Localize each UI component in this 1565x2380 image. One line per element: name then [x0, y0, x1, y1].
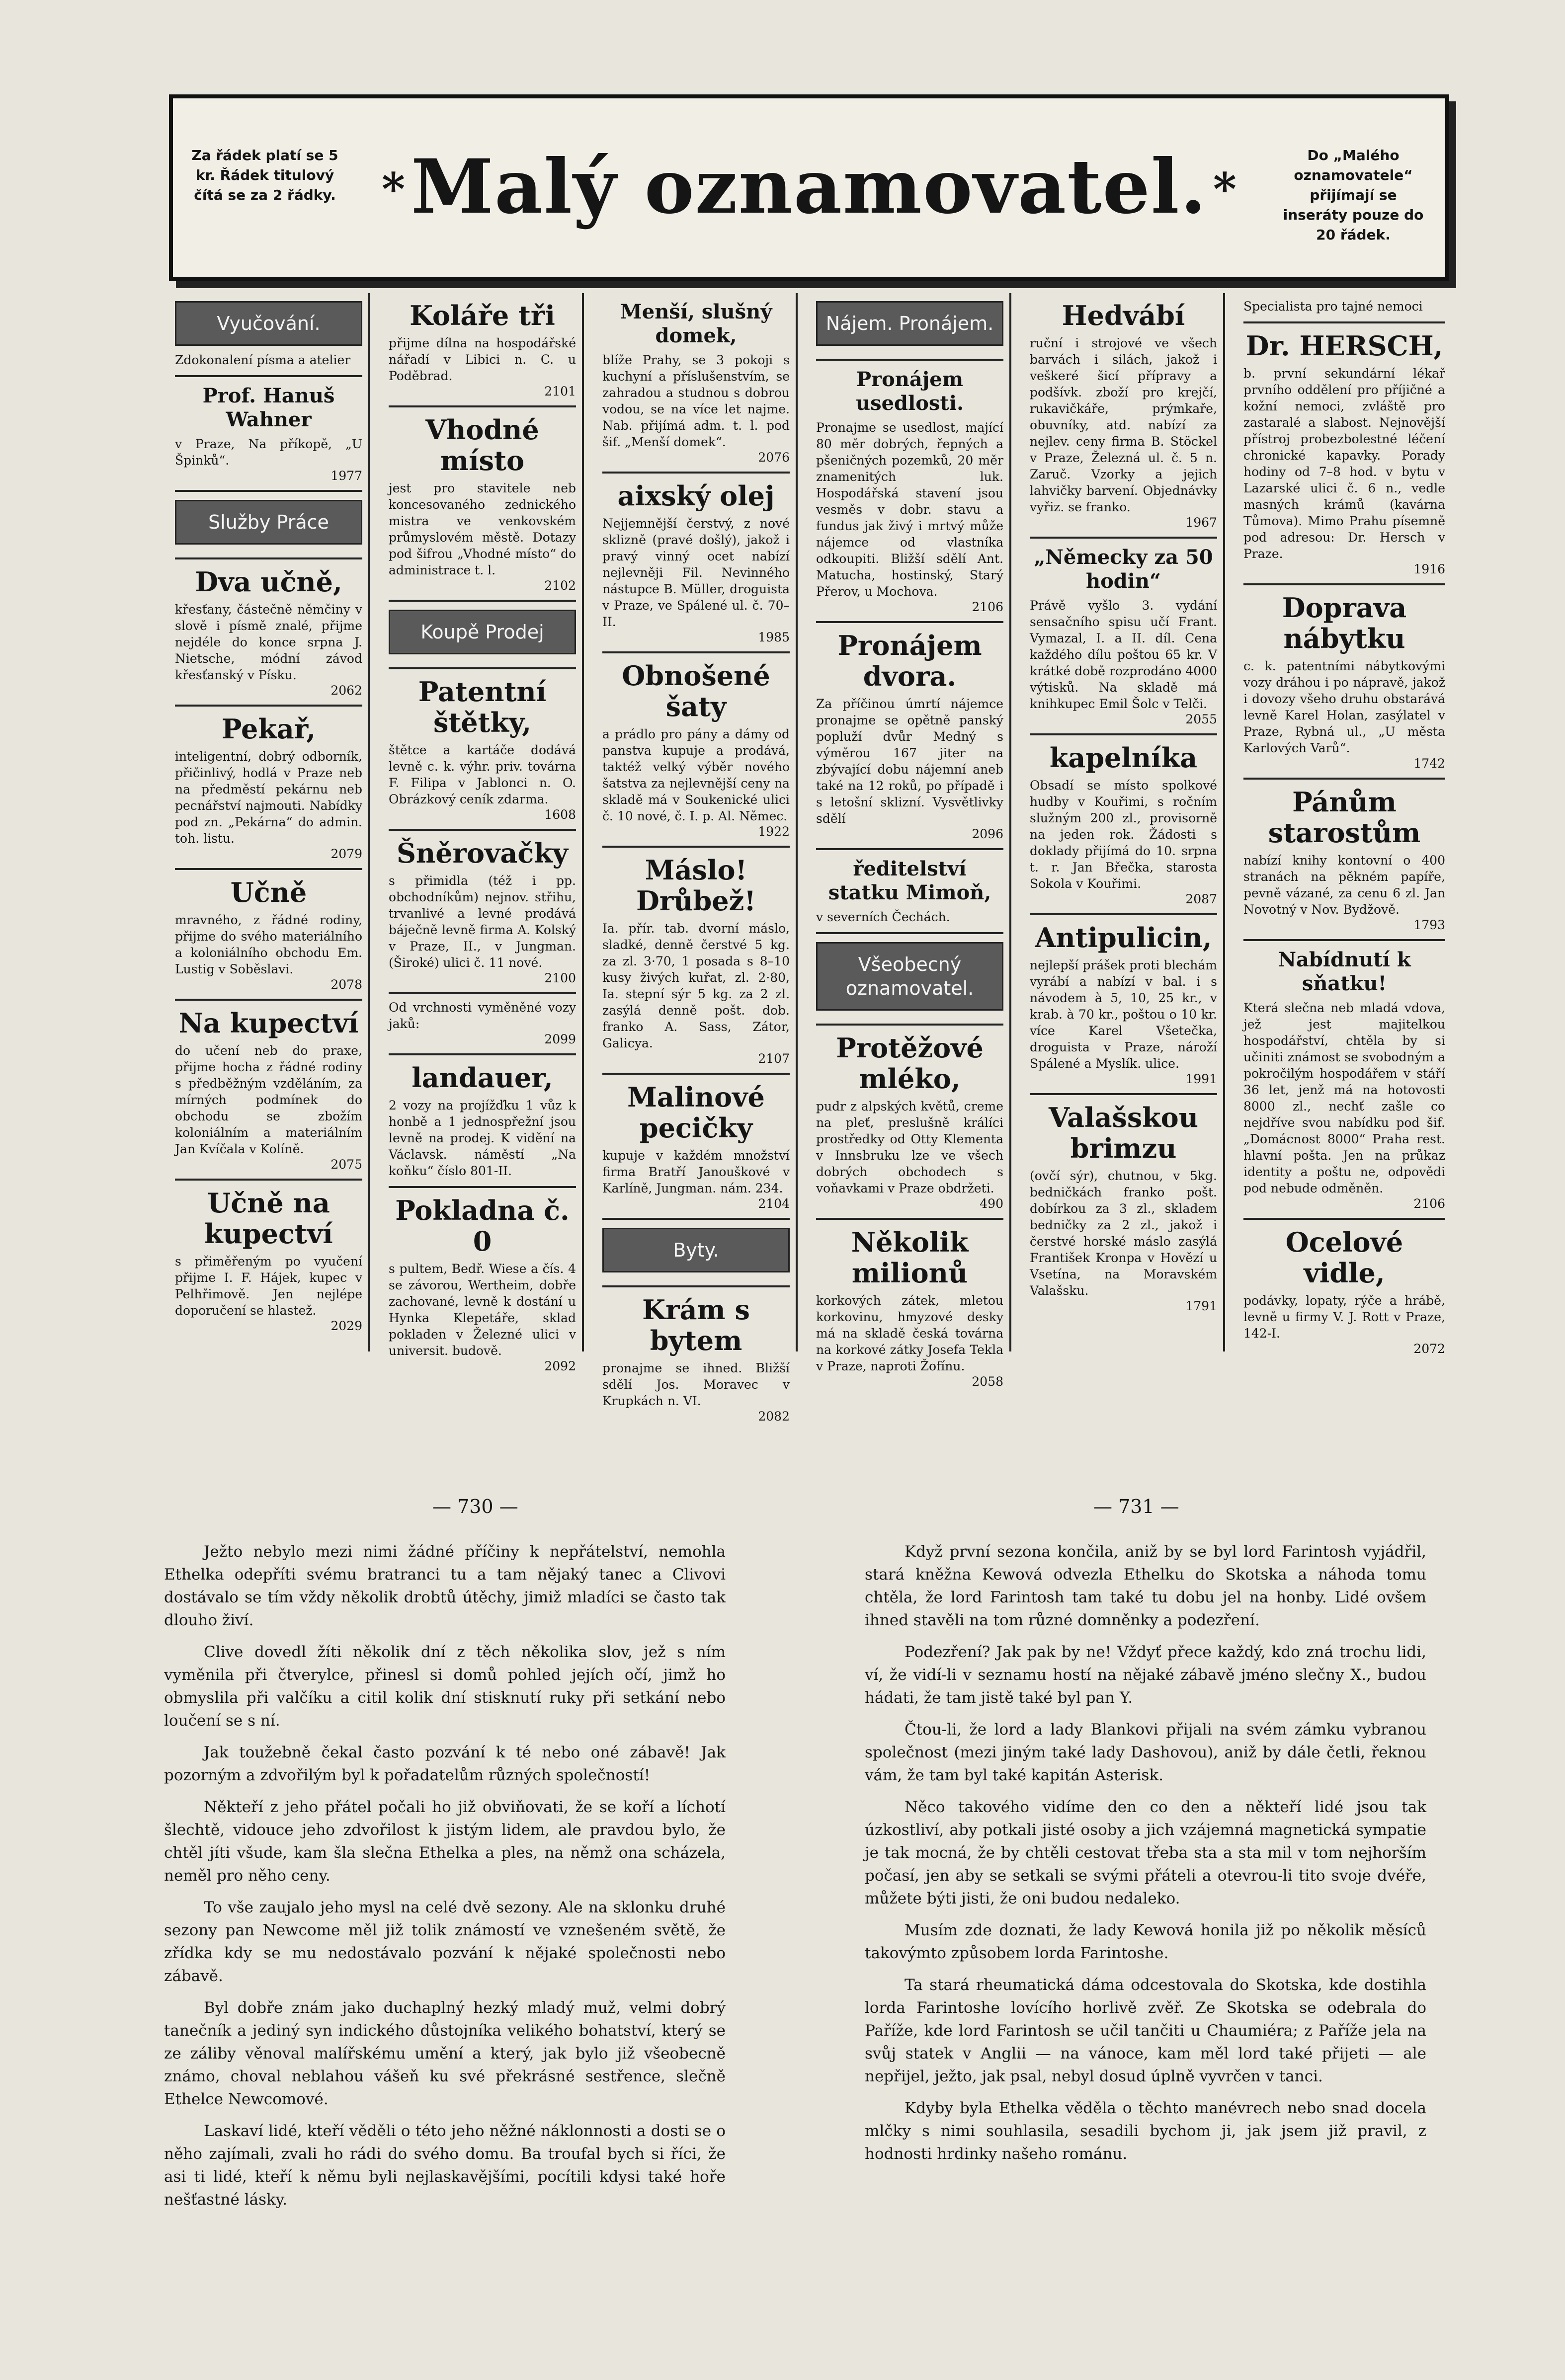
- ad-title: Pronájem usedlosti.: [855, 368, 964, 415]
- ad-title: aixský olej: [617, 480, 775, 512]
- ad-text: s pultem, Bedř. Wiese a čís. 4 se závorou, Wertheim, dobře zachované, levně k dostání u Hynka Klepetáře, sklad pokladen v Železné ulici v universit. budově.: [389, 1262, 576, 1358]
- ad-number: 2106: [1413, 1196, 1445, 1211]
- ad-number: 2087: [1185, 892, 1217, 906]
- ad-number: 1793: [1413, 918, 1445, 932]
- ad-number: 1791: [1185, 1299, 1217, 1313]
- ad-text: v severních Čechách.: [816, 910, 950, 924]
- ad-number: 1977: [330, 469, 362, 483]
- ad-block: [389, 293, 576, 407]
- ad-number: 2058: [972, 1374, 1003, 1389]
- ad-number: 2102: [544, 578, 576, 593]
- ad-text: jest pro stavitele neb koncesovaného zednického mistra ve venkovském průmyslovém městě. Dotazy pod šifrou „Vhodné místo“ do administrace t. l.: [389, 481, 576, 577]
- ad-block: [175, 377, 362, 492]
- ad-title: Vhodné místo: [425, 414, 539, 476]
- ad-title: Doprava nábytku: [1282, 592, 1407, 654]
- ad-title: Malinové pecičky: [627, 1081, 765, 1144]
- ad-number: 2029: [330, 1319, 362, 1333]
- ad-block: [389, 669, 576, 831]
- ad-number: 1608: [544, 807, 576, 822]
- ad-text: c. k. patentními nábytkovými vozy dráhou i po nápravě, jakož i dovozy všeho druhu obstarává levně Karel Holan, zasýlatel v Praze, Rybná ul., „U města Karlových Varů“.: [1243, 659, 1445, 755]
- ad-block: [175, 707, 362, 870]
- ad-title: Menší, slušný domek,: [620, 300, 772, 347]
- ad-number: 2076: [758, 450, 790, 465]
- ad-number: 2062: [330, 683, 362, 698]
- ad-number: 1922: [758, 824, 790, 839]
- ad-title: Dr. HERSCH,: [1245, 330, 1443, 362]
- ad-number: 2104: [758, 1196, 790, 1211]
- ad-title: Učně: [230, 876, 307, 908]
- ad-number: 2101: [544, 384, 576, 398]
- ad-text: korkových zátek, mletou korkovinu, hmyzové desky má na skladě česká továrna na korkové zátky Josefa Tekla v Praze, naproti Žofínu.: [816, 1293, 1003, 1373]
- ad-number: 2078: [330, 977, 362, 992]
- ad-text: Která slečna neb mladá vdova, jež jest majitelkou hospodářství, chtěla by si učiniti známost se svobodným a pokročilým hospodářem v stáří 36 let, jenž má na hotovosti 8000 zl., nechť zašle co nejdříve svou nabídku pod šif. „Domácnost 8000“ Praha rest. hlavní pošta. Jen na průkaz identity a poštu ne, odpovědi pod nebude odměněn.: [1243, 1001, 1445, 1195]
- ad-text: blíže Prahy, se 3 pokoji s kuchyní a příslušenstvím, se zahradou a studnou s dobrou vodou, se na více let najme. Nab. přijímá adm. t. l. pod šif. „Menší domek“.: [602, 353, 790, 449]
- ad-text: Pronajme se usedlost, mající 80 měr dobrých, řepných a pšeničných pozemků, 20 měr znamenitých luk. Hospodářská stavení jsou vesměs v dobr. stavu a fundus jak živý i mrtvý může nájemce od vlastníka odkoupiti. Bližší sdělí Ant. Matucha, hostinský, Starý Přerov, u Mochova.: [816, 420, 1003, 599]
- page-number-right: — 731 —: [1093, 1496, 1179, 1517]
- ad-block: [389, 602, 576, 669]
- ad-text: 2 vozy na projížďku 1 vůz k honbě a 1 jednospřežní jsou levně na prodej. K vidění na Václavsk. náměstí „Na koňku“ číslo 801-II.: [389, 1098, 576, 1178]
- ad-block: [602, 1075, 790, 1220]
- ad-text: pudr z alpských květů, creme na pleť, preslušně králíci prostředky od Otty Klementa v Innsbruku lze ve všech dobrých obchodech s voňavkami v Praze obdržeti.: [816, 1099, 1003, 1195]
- ad-text: mravného, z řádné rodiny, přijme do svého materiálního a koloniálního obchodu Em. Lustig v Soběslavi.: [175, 913, 362, 976]
- ad-text: Specialista pro tajné nemoci: [1243, 299, 1423, 314]
- section-header: Všeobecný oznamovatel.: [816, 942, 1003, 1011]
- body-paragraph: Clive dovedl žíti několik dní z těch několika slov, jež s ním vyměnila při čtverylce, přinesl si domů pohled jejích očí, jimž ho obmyslila při valčíku a citil kolik dní stisknutí ruky při setkání nebo loučení se s ní.: [164, 1643, 726, 1730]
- ad-number: 2072: [1413, 1342, 1445, 1356]
- page-number-left: — 730 —: [432, 1496, 518, 1517]
- ad-block: [1243, 1220, 1445, 1363]
- ads-column-6: [1237, 293, 1451, 1356]
- section-header: Nájem. Pronájem.: [816, 301, 1003, 346]
- ad-block: [389, 1055, 576, 1188]
- ad-block: [175, 293, 362, 377]
- masthead-limit-note: Do „Malého oznamovatele“ přijímají se inseráty pouze do 20 řádek.: [1283, 147, 1424, 243]
- ad-title: Krám s bytem: [642, 1294, 750, 1356]
- ads-column-3: [596, 293, 798, 1424]
- ad-block: [602, 653, 790, 848]
- ad-text: s přimidla (též i pp. obchodníkům) nejnov. střihu, trvanlivé a levné prodává báječně levně firma A. Kolský v Praze, II., v Jungman. (Široké) ulici č. 11 nové.: [389, 873, 576, 970]
- ad-title: Pánům starostům: [1268, 786, 1421, 849]
- ad-block: [602, 848, 790, 1075]
- section-header: Byty.: [602, 1228, 790, 1272]
- ad-number: 2075: [330, 1157, 362, 1172]
- body-text-left: [164, 1540, 726, 2220]
- ad-text: inteligentní, dobrý odborník, přičinlivý, hodlá v Praze neb na předměstí pekárnu neb pecnářství najmouti. Nabídky pod zn. „Pekárna“ do admin. toh. listu.: [175, 749, 362, 846]
- body-text-right: [865, 1540, 1426, 2174]
- ad-block: [816, 293, 1003, 361]
- body-paragraph: Byl dobře znám jako duchaplný hezký mladý muž, velmi dobrý tanečník a jediný syn indického důstojníka velikého bohatství, který se ze záliby věnoval malířskému umění a který, jak bylo již všeobecně známo, choval neblahou vášeň ku své překrásné sestřence, slečně Ethelce Newcomové.: [164, 1999, 726, 2108]
- masthead-star-left: *: [382, 163, 406, 216]
- ad-number: 2092: [544, 1359, 576, 1373]
- section-header: Koupě Prodej: [389, 610, 576, 654]
- ad-title: Koláře tři: [410, 300, 555, 331]
- ad-text: Nejjemnější čerstvý, z nové sklizně (pravé došlý), jakož i pravý vinný ocet nabízí nejlevněji Fil. Nevinného nástupce B. Müller, droguista v Praze, ve Spálené ul. č. 70–II.: [602, 516, 790, 629]
- ad-block: [1243, 585, 1445, 780]
- ad-title: Prof. Hanuš Wahner: [202, 384, 335, 431]
- masthead-price-note: Za řádek platí se 5 kr. Řádek titulový čítá se za 2 řádky.: [191, 147, 338, 203]
- ad-title: Antipulicin,: [1035, 922, 1212, 953]
- ad-title: Pokladna č. 0: [395, 1194, 570, 1257]
- ads-column-1: [169, 293, 370, 1351]
- body-paragraph: To vše zaujalo jeho mysl na celé dvě sezony. Ale na sklonku druhé sezony pan Newcome měl již tolik známostí ve vznešeném světě, že zřídka kdy se mu nedostávalo pozvání k nějaké společnosti nebo zábavě.: [164, 1899, 726, 1985]
- body-paragraph: Když první sezona končila, aniž by se byl lord Farintosh vyjádřil, stará kněžna Kewová odvezla Ethelku do Skotska a náhoda tomu chtěla, že lord Farintosh tam také tu dobu jel na honby. Lidé ovšem ihned stavěli na tom různé domněnky a podezření.: [865, 1543, 1426, 1629]
- ad-title: Několik milionů: [851, 1226, 969, 1289]
- ad-block: [816, 1220, 1003, 1396]
- ad-number: 490: [980, 1196, 1003, 1211]
- ad-title: kapelníka: [1049, 742, 1198, 774]
- ad-block: [1030, 735, 1217, 915]
- body-paragraph: Podezření? Jak pak by ne! Vždyť přece každý, kdo zná trochu lidi, ví, že vidí-li v seznamu hostí na nějaké zábavě jméno slečny X., budou hádati, že tam jistě také byl pan Y.: [865, 1643, 1426, 1707]
- ad-block: [1243, 780, 1445, 941]
- ad-number: 1967: [1185, 515, 1217, 530]
- ads-column-2: [383, 293, 584, 1373]
- section-header: Služby Práce: [175, 500, 362, 545]
- ad-block: [602, 1220, 790, 1287]
- ad-text: b. první sekundární lékař prvního oddělení pro příjičné a kožní nemoci, zvláště pro zastaralé a slabost. Nejnovější přístroj probezbolestné léčení chronické kapavky. Porady hodiny od 7–8 hod. v bytu v Lazarské ulici č. 6 n., vedle masných krámů (kavárna Tůmova). Mimo Prahu písemně pod adresou: Dr. Hersch v Praze.: [1243, 366, 1445, 561]
- ad-number: 2079: [330, 847, 362, 861]
- ad-block: [175, 1001, 362, 1181]
- ad-number: 2099: [544, 1032, 576, 1046]
- ad-title: Valašskou brimzu: [1049, 1102, 1198, 1164]
- ad-number: 1742: [1413, 756, 1445, 771]
- ad-block: [175, 559, 362, 707]
- ad-block: [816, 1026, 1003, 1220]
- body-paragraph: Někteří z jeho přátel počali ho již obviňovati, že se koří a líchotí šlechtě, vidouce jeho zdvořilost k jistým lidem, ale pravdou bylo, že chtěl jíti všude, kam šla slečna Ethelka a ples, na němž ona scházela, neměl pro něho ceny.: [164, 1798, 726, 1885]
- ad-block: [1243, 293, 1445, 323]
- ad-title: Protěžové mléko,: [836, 1032, 984, 1095]
- ads-column-5: [1024, 293, 1225, 1351]
- ad-title: Na kupectví: [178, 1007, 359, 1039]
- ad-title: Dva učně,: [195, 566, 342, 598]
- ad-text: pronajme se ihned. Bližší sdělí Jos. Moravec v Krupkách n. VI.: [602, 1361, 790, 1408]
- ad-number: 2107: [758, 1051, 790, 1066]
- ads-column-4: [810, 293, 1011, 1389]
- ad-title: Patentní štětky,: [418, 676, 547, 738]
- ad-text: přijme dílna na hospodářské nářadí v Libici n. C. u Poděbrad.: [389, 336, 576, 383]
- ad-title: Ocelové vidle,: [1285, 1226, 1403, 1289]
- ad-block: [602, 293, 790, 474]
- ad-text: křesťany, částečně němčiny v slově i písmě znalé, přijme nejdéle do konce srpna J. Nietsche, módní závod křesťanský v Písku.: [175, 602, 362, 682]
- ad-text: Zdokonalení písma a atelier: [175, 353, 351, 367]
- ad-text: Za příčinou úmrtí nájemce pronajme se opětně panský popluží dvůr Medný s výměrou 167 jiter na zbývající dobu nájemní aneb také na 12 roků, po případě i s letošní sklizní. Vysvětlivky sdělí: [816, 697, 1003, 826]
- ad-title: Šněrovačky: [396, 837, 569, 869]
- ad-title: Máslo! Drůbež!: [636, 854, 756, 917]
- ad-block: [1030, 293, 1217, 539]
- ad-text: podávky, lopaty, rýče a hrábě, levně u firmy V. J. Rott v Praze, 142-I.: [1243, 1293, 1445, 1341]
- ad-title: Obnošené šaty: [622, 660, 770, 722]
- ad-block: [1243, 323, 1445, 585]
- classified-ads: [169, 293, 1451, 1424]
- masthead-title: Malý oznamovatel.: [411, 143, 1208, 231]
- masthead-star-right: *: [1213, 163, 1236, 216]
- body-paragraph: Jak toužebně čekal často pozvání k té nebo oné zábavě! Jak pozorným a zdvořilým byl k pořadatelům různých společností!: [164, 1744, 726, 1784]
- ad-number: 1991: [1185, 1072, 1217, 1086]
- ad-title: ředitelství statku Mimoň,: [828, 857, 991, 904]
- ad-block: [175, 492, 362, 559]
- ad-block: [389, 994, 576, 1055]
- ad-block: [816, 623, 1003, 850]
- ad-block: [816, 934, 1003, 1026]
- ad-block: [175, 870, 362, 1001]
- body-paragraph: Ježto nebylo mezi nimi žádné příčiny k nepřátelství, nemohla Ethelka odepříti svému bratranci tu a tam nějaký tanec a Clivovi dostávalo se tím vždy několik drobtů útěchy, jimiž mladíci se často tak dlouho živí.: [164, 1543, 726, 1629]
- ad-title: „Německy za 50 hodin“: [1034, 546, 1213, 593]
- body-paragraph: Něco takového vidíme den co den a někteří lidé jsou tak úzkostliví, aby potkali jisté osoby a jich vzájemná magnetická sympatie je tak mocná, že by chtěli cestovat třeba sta a sta mil v tom nejhorším počasí, jen aby se setkali se svými přáteli a otevrou-li tito svoje dvéře, můžete býti jisti, že oni budou nedaleko.: [865, 1798, 1426, 1907]
- ad-text: do učení neb do praxe, přijme hocha z řádné rodiny s předběžným vzděláním, za mírných podmínek do obchodu se zbožím koloniálním a materiálním Jan Kvíčala v Kolíně.: [175, 1043, 362, 1156]
- ad-number: 2100: [544, 971, 576, 985]
- ad-number: 1916: [1413, 562, 1445, 576]
- body-paragraph: Ta stará rheumatická dáma odcestovala do Skotska, kde dostihla lorda Farintoshe lovícího horlivě zvěř. Ze Skotska se odebrala do Paříže, kde lord Farintosh se učil tančiti u Chaumiéra; z Paříže jela na svůj statek v Anglii — na vánoce, kam měl lord také přijeti — ale nepřijel, ježto, jak psal, nebyl dosud úplně vyvrčen v tanci.: [865, 1976, 1426, 2085]
- body-paragraph: Laskaví lidé, kteří věděli o této jeho něžné náklonnosti a dosti se o něho zajímali, zvali ho rádi do svého domu. Ba troufal bych si říci, že asi ti lidé, kteří k němu byli nejlaskavějšími, pocítili kdysi také hoře nešťastné lásky.: [164, 2122, 726, 2209]
- ad-text: kupuje v každém množství firma Bratří Janouškové v Karlíně, Jungman. nám. 234.: [602, 1148, 790, 1195]
- ad-title: Hedvábí: [1062, 300, 1185, 331]
- ad-text: v Praze, Na příkopě, „U Špinků“.: [175, 437, 362, 468]
- ad-block: [389, 407, 576, 602]
- body-paragraph: Musím zde doznati, že lady Kewová honila již po několik měsíců takovýmto způsobem lorda Farintoshe.: [865, 1921, 1426, 1962]
- ad-block: [602, 1287, 790, 1430]
- ad-number: 2055: [1185, 712, 1217, 726]
- ad-title: Nabídnutí k sňatku!: [1278, 948, 1411, 995]
- ad-number: 2096: [972, 827, 1003, 841]
- ad-text: nejlepší prášek proti blechám vyrábí a nabízí v bal. i s návodem à 5, 10, 25 kr., v krab. à 70 kr., poštou o 10 kr. více Karel Všetečka, droguista v Praze, nároží Spálené a Myslík. ulice.: [1030, 958, 1217, 1071]
- ad-number: 1985: [758, 630, 790, 644]
- ad-text: Obsadí se místo spolkové hudby v Kouřimi, s ročním služným 200 zl., provisorně na jeden rok. Žádosti s doklady přijímá do 10. srpna t. r. Jan Břečka, starosta Sokola v Kouřimi.: [1030, 778, 1217, 891]
- ad-title: Učně na kupectví: [204, 1187, 333, 1250]
- ad-block: [602, 474, 790, 653]
- body-paragraph: Kdyby byla Ethelka věděla o těchto manévrech nebo snad docela mlčky s nimi souhlasila, sesadili bychom ji, jak jsem již pravil, z hodnosti hrdinky našeho románu.: [865, 2099, 1426, 2163]
- ad-text: Od vrchnosti vyměněné vozy jaků:: [389, 1000, 576, 1031]
- ad-block: [175, 1181, 362, 1340]
- ad-text: ruční i strojové ve všech barvách i silách, jakož i veškeré šicí přípravy a podšívk. zboží pro krejčí, rukavičkáře, prýmkaře, obuvníky, atd. nabízí za nejlev. ceny firma B. Stöckel v Praze, Železná ul. č. 5 n. Zaruč. Vzorky a jejich lahvičky barvení. Objednávky vyřiz. se franko.: [1030, 336, 1217, 514]
- ad-block: [389, 831, 576, 994]
- ad-block: [1030, 915, 1217, 1095]
- ad-block: [1243, 941, 1445, 1220]
- section-header: Vyučování.: [175, 301, 362, 346]
- ad-block: [389, 1188, 576, 1380]
- ad-title: landauer,: [412, 1062, 553, 1094]
- ad-text: nabízí knihy kontovní o 400 stranách na pěkném papíře, pevně vázané, za cenu 6 zl. Jan Novotný v Nov. Bydžově.: [1243, 853, 1445, 917]
- body-paragraph: Čtou-li, že lord a lady Blankovi přijali na svém zámku vybranou společnost (mezi jiným také lady Dashovou), aniž by dále četli, řeknou vám, že tam byl také kapitán Asterisk.: [865, 1721, 1426, 1784]
- ad-text: Ia. přír. tab. dvorní máslo, sladké, denně čerstvé 5 kg. za zl. 3·70, 1 posada s 8–10 kusy živých kuřat, zl. 2·80, Ia. stepní sýr 5 kg. za 2 zl. zasýlá denně pošt. dob. franko A. Sass, Zátor, Galicya.: [602, 921, 790, 1050]
- ad-number: 2082: [758, 1409, 790, 1424]
- ad-title: Pekař,: [221, 713, 316, 745]
- ad-text: štětce a kartáče dodává levně c. k. výhr. priv. továrna F. Filipa v Jablonci n. O. Obrázkový ceník zdarma.: [389, 743, 576, 806]
- ad-text: a prádlo pro pány a dámy od panstva kupuje a prodává, taktéž velký výběr nového šatstva za nejlevnější ceny na skladě má v Soukenické ulici č. 10 nové, č. I. p. Al. Němec.: [602, 727, 790, 823]
- ad-number: 2106: [972, 600, 1003, 614]
- ad-block: [1030, 539, 1217, 735]
- ad-block: [1030, 1095, 1217, 1320]
- ad-block: [816, 850, 1003, 934]
- ad-title: Pronájem dvora.: [837, 630, 982, 692]
- ad-text: s přiměřeným po vyučení přijme I. F. Hájek, kupec v Pelhřimově. Jen nejlépe doporučení se hlastež.: [175, 1254, 362, 1318]
- ad-text: Právě vyšlo 3. vydání sensačního spisu učí Frant. Vymazal, I. a II. díl. Cena každého dílu poštou 65 kr. V krátké době rozprodáno 4000 výtisků. Na skladě má knihkupec Emil Šolc v Telči.: [1030, 598, 1217, 711]
- ad-text: (ovčí sýr), chutnou, v 5kg. bedničkách franko pošt. dobírkou za 3 zl., skladem bedničky za 2 zl., jakož i čerstvé horské máslo zasýlá František Kronpa v Hovězí u Vsetína, na Moravském Valašsku.: [1030, 1169, 1217, 1298]
- ad-block: [816, 361, 1003, 623]
- masthead: [169, 94, 1449, 281]
